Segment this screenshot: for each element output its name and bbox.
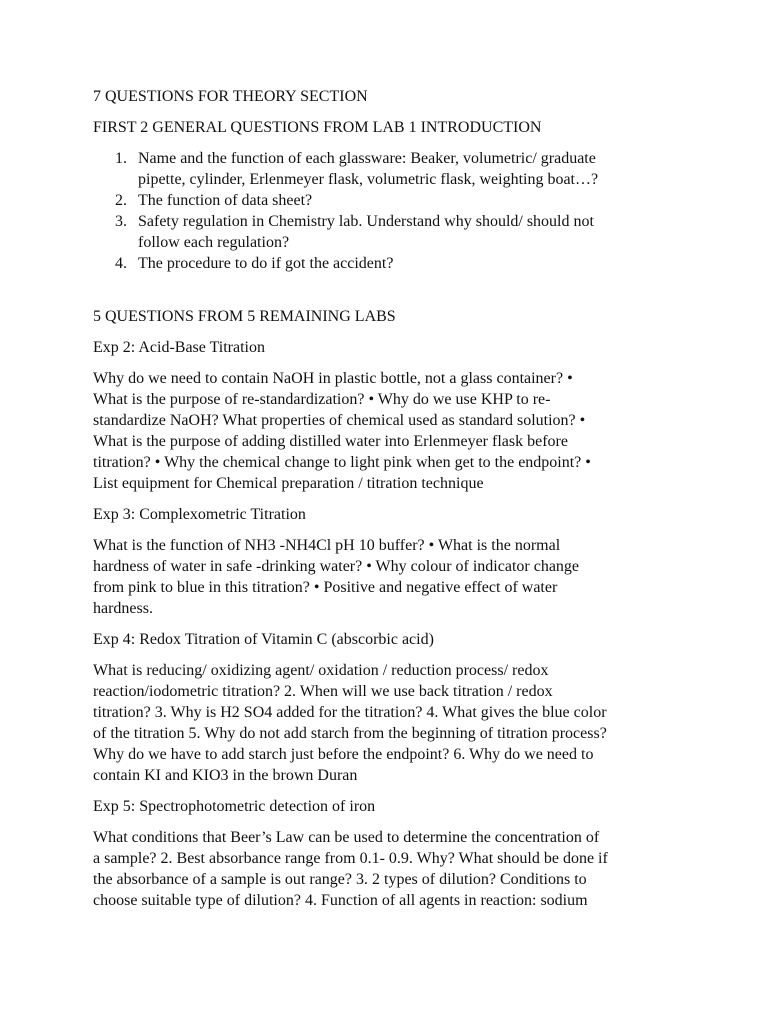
exp-questions (93, 660, 673, 786)
text-line: What is the purpose of re-standardization? • Why do we use KHP to re- (93, 391, 551, 408)
document-page (93, 86, 673, 921)
list-item-text: The function of data sheet? (138, 192, 313, 209)
exp-title: Exp 3: Complexometric Titration (93, 506, 306, 523)
list-item-text: pipette, cylinder, Erlenmeyer flask, volumetric flask, weighting boat…? (138, 171, 599, 188)
exp-title: Exp 2: Acid-Base Titration (93, 339, 265, 356)
list-item-text: Safety regulation in Chemistry lab. Understand why should/ should not (138, 213, 594, 230)
exp-questions (93, 827, 673, 911)
exp-questions (93, 368, 673, 494)
list-number: 2. (115, 192, 127, 209)
text-line: List equipment for Chemical preparation / titration technique (93, 475, 484, 492)
list-number: 4. (115, 255, 127, 272)
text-line: choose suitable type of dilution? 4. Function of all agents in reaction: sodium (93, 892, 588, 909)
section-gap (93, 274, 673, 306)
list-item-text: Name and the function of each glassware: Beaker, volumetric/ graduate (138, 150, 596, 167)
text-line: the absorbance of a sample is out range? 3. 2 types of dilution? Conditions to (93, 871, 587, 888)
text-line: a sample? 2. Best absorbance range from 0.1- 0.9. Why? What should be done if (93, 850, 608, 867)
exp-title: Exp 4: Redox Titration of Vitamin C (abscorbic acid) (93, 631, 434, 648)
exp-title: Exp 5: Spectrophotometric detection of iron (93, 798, 376, 815)
text-line: What conditions that Beer’s Law can be used to determine the concentration of (93, 829, 600, 846)
list-item (93, 190, 673, 211)
general-questions-list (93, 148, 673, 274)
list-item (93, 148, 673, 190)
text-line: standardize NaOH? What properties of chemical used as standard solution? • (93, 412, 586, 429)
list-item-text: follow each regulation? (138, 234, 290, 251)
list-number: 1. (115, 150, 127, 167)
theory-heading: 7 QUESTIONS FOR THEORY SECTION (93, 88, 368, 105)
list-number: 3. (115, 213, 127, 230)
text-line: What is reducing/ oxidizing agent/ oxidation / reduction process/ redox (93, 662, 549, 679)
text-line: What is the purpose of adding distilled water into Erlenmeyer flask before (93, 433, 568, 450)
list-item-text: The procedure to do if got the accident? (138, 255, 394, 272)
remaining-heading: 5 QUESTIONS FROM 5 REMAINING LABS (93, 308, 396, 325)
text-line: What is the function of NH3 -NH4Cl pH 10 buffer? • What is the normal (93, 537, 561, 554)
exp-questions (93, 535, 673, 619)
text-line: hardness of water in safe -drinking water? • Why colour of indicator change (93, 558, 580, 575)
list-item (93, 211, 673, 253)
text-line: of the titration 5. Why do not add starch from the beginning of titration process? (93, 725, 607, 742)
text-line: Why do we need to contain NaOH in plastic bottle, not a glass container? • (93, 370, 573, 387)
text-line: hardness. (93, 600, 153, 617)
text-line: Why do we have to add starch just before the endpoint? 6. Why do we need to (93, 746, 594, 763)
list-item (93, 253, 673, 274)
text-line: contain KI and KIO3 in the brown Duran (93, 767, 358, 784)
text-line: reaction/iodometric titration? 2. When will we use back titration / redox (93, 683, 553, 700)
text-line: from pink to blue in this titration? • Positive and negative effect of water (93, 579, 558, 596)
general-heading: FIRST 2 GENERAL QUESTIONS FROM LAB 1 INTRODUCTION (93, 119, 542, 136)
text-line: titration? 3. Why is H2 SO4 added for the titration? 4. What gives the blue color (93, 704, 607, 721)
text-line: titration? • Why the chemical change to light pink when get to the endpoint? • (93, 454, 591, 471)
